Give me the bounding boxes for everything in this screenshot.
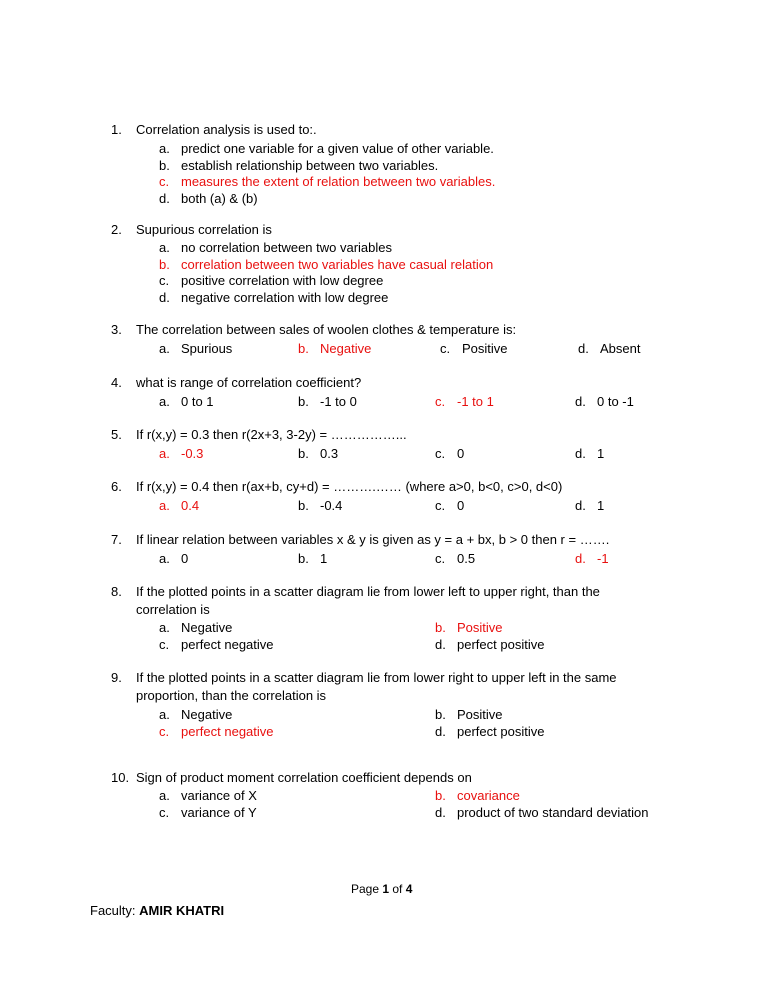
answer-option (159, 498, 199, 514)
option (159, 158, 438, 174)
option-letter: a. (159, 707, 170, 722)
option-letter: c. (435, 446, 446, 461)
option-letter: d. (435, 804, 446, 820)
question-text: If the plotted points in a scatter diagram lie from lower left to upper right, than the (136, 584, 600, 599)
option (159, 240, 392, 256)
option-letter: b. (159, 157, 170, 173)
option-text: positive correlation with low degree (181, 273, 384, 288)
option-letter: a. (159, 498, 170, 513)
option-letter: b. (435, 707, 446, 722)
answer-option (159, 174, 495, 190)
option-letter: a. (159, 551, 170, 566)
question-number: 9. (111, 670, 122, 685)
option-letter: a. (159, 240, 170, 255)
option-text: 0.4 (181, 498, 200, 513)
option-text: perfect negative (181, 723, 274, 739)
option-letter: c. (159, 723, 170, 739)
option-text: Negative (181, 707, 233, 722)
option-text: perfect positive (457, 723, 545, 739)
answer-option (435, 620, 503, 636)
option-letter: b. (298, 498, 309, 513)
option (435, 551, 475, 567)
option (298, 394, 357, 410)
option (575, 498, 604, 514)
option-letter: a. (159, 141, 170, 156)
option-letter: a. (159, 341, 170, 356)
option-text: negative correlation with low degree (181, 289, 389, 305)
option (435, 724, 544, 740)
option-text: perfect negative (181, 636, 274, 652)
option-letter: c. (435, 551, 446, 566)
option-text: 1 (320, 551, 328, 566)
option-text: product of two standard deviation (457, 804, 649, 820)
option-text: 0 (457, 498, 465, 513)
option (578, 341, 640, 357)
option-text: 0 to -1 (597, 394, 634, 409)
option-text: establish relationship between two variables. (181, 157, 439, 173)
answer-option (159, 724, 274, 740)
option-text: 1 (597, 498, 605, 513)
option-text: 0 (181, 551, 189, 566)
option-letter: c. (159, 174, 170, 189)
question-number: 2. (111, 222, 122, 237)
answer-option (575, 551, 609, 567)
question-text: If r(x,y) = 0.4 then r(ax+b, cy+d) = ……….…… (where a>0, b<0, c>0, d<0) (136, 479, 563, 494)
option-letter: c. (435, 394, 446, 409)
option-text: 0 (457, 446, 465, 461)
question-text-cont: correlation is (136, 602, 210, 617)
option-letter: d. (575, 551, 586, 566)
option (575, 446, 604, 462)
option-text: Negative (181, 620, 233, 635)
option (159, 273, 383, 289)
option (159, 637, 274, 653)
question-number: 7. (111, 532, 122, 547)
question-text: what is range of correlation coefficient? (136, 375, 362, 390)
option (435, 707, 503, 723)
option (298, 446, 338, 462)
option-letter: a. (159, 394, 170, 409)
option-text: -1 to 1 (457, 394, 494, 409)
option-text: 0.3 (320, 446, 339, 461)
option-letter: b. (435, 788, 446, 803)
option-letter: d. (159, 190, 170, 206)
question-text: Sign of product moment correlation coefficient depends on (136, 770, 472, 785)
option-text: -0.3 (181, 446, 204, 461)
option-text: Positive (462, 341, 508, 356)
answer-option (435, 394, 494, 410)
option (159, 191, 258, 207)
option-text: -0.4 (320, 498, 343, 513)
option-text: covariance (457, 788, 520, 803)
option (298, 498, 342, 514)
option (159, 551, 188, 567)
option-text: 0 to 1 (181, 394, 214, 409)
question-text: Correlation analysis is used to:. (136, 122, 317, 137)
option-letter: c. (159, 273, 170, 288)
question-text: If linear relation between variables x & y is given as y = a + bx, b > 0 then r = ……. (136, 532, 610, 547)
option-letter: d. (159, 289, 170, 305)
option-letter: d. (575, 498, 586, 513)
option-text: both (a) & (b) (181, 190, 258, 206)
answer-option (435, 788, 520, 804)
option-letter: b. (435, 620, 446, 635)
option (159, 394, 214, 410)
option (159, 805, 257, 821)
option-text: variance of X (181, 788, 257, 803)
option-letter: a. (159, 620, 170, 635)
option (435, 637, 544, 653)
question-number: 6. (111, 479, 122, 494)
option (159, 707, 232, 723)
question-number: 3. (111, 322, 122, 337)
option-letter: d. (578, 341, 589, 356)
option-text: correlation between two variables have casual relation (181, 256, 494, 272)
option (575, 394, 634, 410)
option-text: -1 (597, 551, 609, 566)
option-letter: d. (435, 723, 446, 739)
option (440, 341, 508, 357)
option (159, 290, 388, 306)
option (298, 551, 327, 567)
option-letter: d. (435, 636, 446, 652)
question-text: If the plotted points in a scatter diagram lie from lower right to upper left in the same (136, 670, 617, 685)
option-text: Positive (457, 620, 503, 635)
option-letter: b. (298, 446, 309, 461)
question-text: The correlation between sales of woolen clothes & temperature is: (136, 322, 517, 337)
option-text: 1 (597, 446, 605, 461)
option (159, 341, 232, 357)
option-text: perfect positive (457, 636, 545, 652)
option (159, 620, 232, 636)
question-number: 4. (111, 375, 122, 390)
option (159, 788, 257, 804)
option-text: predict one variable for a given value of other variable. (181, 141, 494, 156)
page-number: Page 1 of 4 (351, 882, 413, 896)
option (435, 805, 649, 821)
option-letter: b. (298, 394, 309, 409)
option-text: no correlation between two variables (181, 240, 393, 255)
question-text: Supurious correlation is (136, 222, 272, 237)
option-text: variance of Y (181, 804, 257, 820)
option-letter: a. (159, 446, 170, 461)
faculty-credit: Faculty: AMIR KHATRI (90, 903, 225, 918)
option-letter: c. (440, 341, 451, 356)
option (159, 141, 494, 157)
option-text: Spurious (181, 341, 233, 356)
option-text: -1 to 0 (320, 394, 357, 409)
option-letter: c. (159, 636, 170, 652)
question-number: 5. (111, 427, 122, 442)
option-letter: a. (159, 788, 170, 803)
question-text-cont: proportion, than the correlation is (136, 688, 327, 703)
option (435, 446, 464, 462)
option-text: 0.5 (457, 551, 476, 566)
option-text: Negative (320, 341, 372, 356)
option-text: measures the extent of relation between two variables. (181, 174, 496, 189)
option-letter: d. (575, 394, 586, 409)
question-number: 10. (111, 770, 130, 785)
option-letter: c. (159, 804, 170, 820)
question-number: 1. (111, 122, 122, 137)
answer-option (159, 257, 493, 273)
option-letter: b. (298, 551, 309, 566)
option-letter: b. (298, 341, 309, 356)
option-letter: c. (435, 498, 446, 513)
option-text: Absent (600, 341, 641, 356)
question-text: If r(x,y) = 0.3 then r(2x+3, 3-2y) = ……………... (136, 427, 407, 442)
question-number: 8. (111, 584, 122, 599)
answer-option (159, 446, 203, 462)
option (435, 498, 464, 514)
option-letter: b. (159, 256, 170, 272)
answer-option (298, 341, 371, 357)
option-letter: d. (575, 446, 586, 461)
option-text: Positive (457, 707, 503, 722)
